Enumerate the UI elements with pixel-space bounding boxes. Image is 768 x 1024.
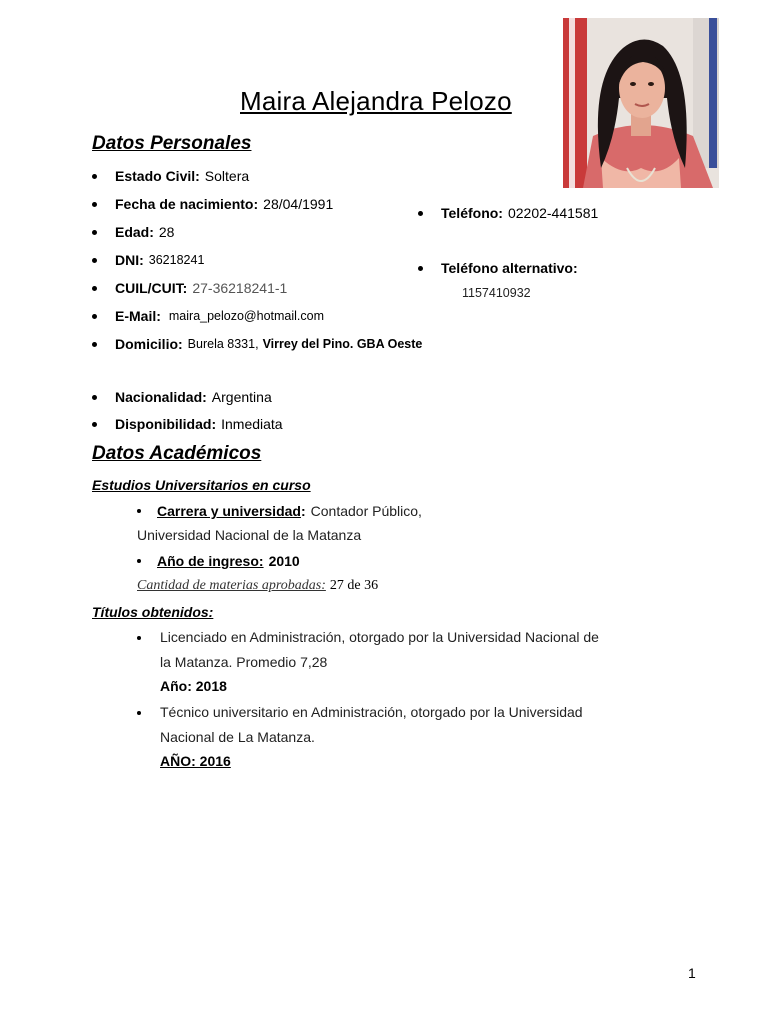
studies-heading: Estudios Universitarios en curso bbox=[92, 477, 311, 493]
bullet-icon bbox=[92, 314, 97, 319]
title-line-1: Licenciado en Administración, otorgado por la Universidad Nacional de bbox=[160, 629, 599, 645]
materias-value: 27 de 36 bbox=[329, 578, 379, 593]
bullet-icon bbox=[418, 211, 423, 216]
carrera-university: Universidad Nacional de la Matanza bbox=[137, 527, 362, 543]
bullet-icon bbox=[137, 636, 141, 640]
bullet-icon bbox=[92, 286, 97, 291]
edad-value: 28 bbox=[158, 224, 175, 240]
email-label: E-Mail: bbox=[115, 308, 161, 324]
domicilio-value-bold: Virrey del Pino. GBA Oeste bbox=[262, 337, 423, 351]
dni-value: 36218241 bbox=[148, 253, 205, 267]
estado-civil-value: Soltera bbox=[204, 168, 250, 184]
cuil-item bbox=[92, 280, 287, 296]
domicilio-item bbox=[92, 336, 422, 352]
title-item bbox=[137, 700, 583, 772]
title-year: AÑO: 2016 bbox=[160, 753, 231, 769]
title-item bbox=[137, 625, 599, 697]
titles-heading: Títulos obtenidos: bbox=[92, 604, 214, 620]
telefono-alt-item bbox=[418, 260, 578, 276]
personal-section-heading: Datos Personales bbox=[92, 133, 252, 154]
page-number: 1 bbox=[688, 965, 696, 981]
materias-label: Cantidad de materias aprobadas: bbox=[137, 578, 326, 593]
bullet-icon bbox=[92, 230, 97, 235]
nacionalidad-item bbox=[92, 389, 272, 405]
bullet-icon bbox=[137, 559, 141, 563]
dni-item bbox=[92, 252, 204, 268]
title-line-1: Técnico universitario en Administración, otorgado por la Universidad bbox=[160, 704, 583, 720]
page-title: Maira Alejandra Pelozo bbox=[240, 86, 512, 116]
email-value: maira_pelozo@hotmail.com bbox=[168, 309, 325, 323]
telefono-item bbox=[418, 205, 598, 221]
bullet-icon bbox=[137, 509, 141, 513]
cuil-value: 27-36218241-1 bbox=[192, 280, 288, 296]
bullet-icon bbox=[137, 711, 141, 715]
disponibilidad-item bbox=[92, 416, 283, 432]
nacionalidad-value: Argentina bbox=[211, 389, 272, 405]
domicilio-label: Domicilio: bbox=[115, 336, 183, 352]
carrera-value: Contador Público, bbox=[310, 503, 422, 519]
ingreso-label: Año de ingreso: bbox=[157, 553, 264, 569]
fecha-nacimiento-item bbox=[92, 196, 333, 212]
dni-label: DNI: bbox=[115, 252, 144, 268]
cuil-label: CUIL/CUIT: bbox=[115, 280, 188, 296]
edad-item bbox=[92, 224, 174, 240]
bullet-icon bbox=[92, 422, 97, 427]
nacionalidad-label: Nacionalidad: bbox=[115, 389, 207, 405]
bullet-icon bbox=[92, 395, 97, 400]
title-line-2: la Matanza. Promedio 7,28 bbox=[160, 654, 328, 670]
disponibilidad-label: Disponibilidad: bbox=[115, 416, 217, 432]
estado-civil-label: Estado Civil: bbox=[115, 168, 200, 184]
domicilio-value: Burela 8331, bbox=[187, 337, 259, 351]
telefono-value: 02202-441581 bbox=[507, 205, 599, 221]
telefono-alt-label: Teléfono alternativo: bbox=[441, 260, 578, 276]
bullet-icon bbox=[92, 342, 97, 347]
edad-label: Edad: bbox=[115, 224, 154, 240]
academic-section-heading: Datos Académicos bbox=[92, 443, 262, 464]
profile-photo bbox=[563, 18, 719, 188]
estado-civil-item bbox=[92, 168, 249, 184]
carrera-colon: : bbox=[300, 503, 306, 519]
bullet-icon bbox=[92, 174, 97, 179]
title-line-2: Nacional de La Matanza. bbox=[160, 729, 315, 745]
carrera-label: Carrera y universidad bbox=[157, 503, 301, 519]
title-year: Año: 2018 bbox=[160, 678, 227, 694]
telefono-alt-value: 1157410932 bbox=[462, 286, 531, 300]
bullet-icon bbox=[92, 202, 97, 207]
fecha-nacimiento-label: Fecha de nacimiento: bbox=[115, 196, 259, 212]
profile-photo-image bbox=[563, 18, 719, 188]
carrera-item bbox=[137, 503, 422, 519]
ingreso-value: 2010 bbox=[268, 553, 300, 569]
disponibilidad-value: Inmediata bbox=[221, 416, 283, 432]
materias-item bbox=[137, 578, 378, 594]
fecha-nacimiento-value: 28/04/1991 bbox=[263, 196, 334, 212]
telefono-label: Teléfono: bbox=[441, 205, 503, 221]
bullet-icon bbox=[92, 258, 97, 263]
email-item bbox=[92, 308, 324, 324]
bullet-icon bbox=[418, 266, 423, 271]
ingreso-item bbox=[137, 553, 300, 569]
